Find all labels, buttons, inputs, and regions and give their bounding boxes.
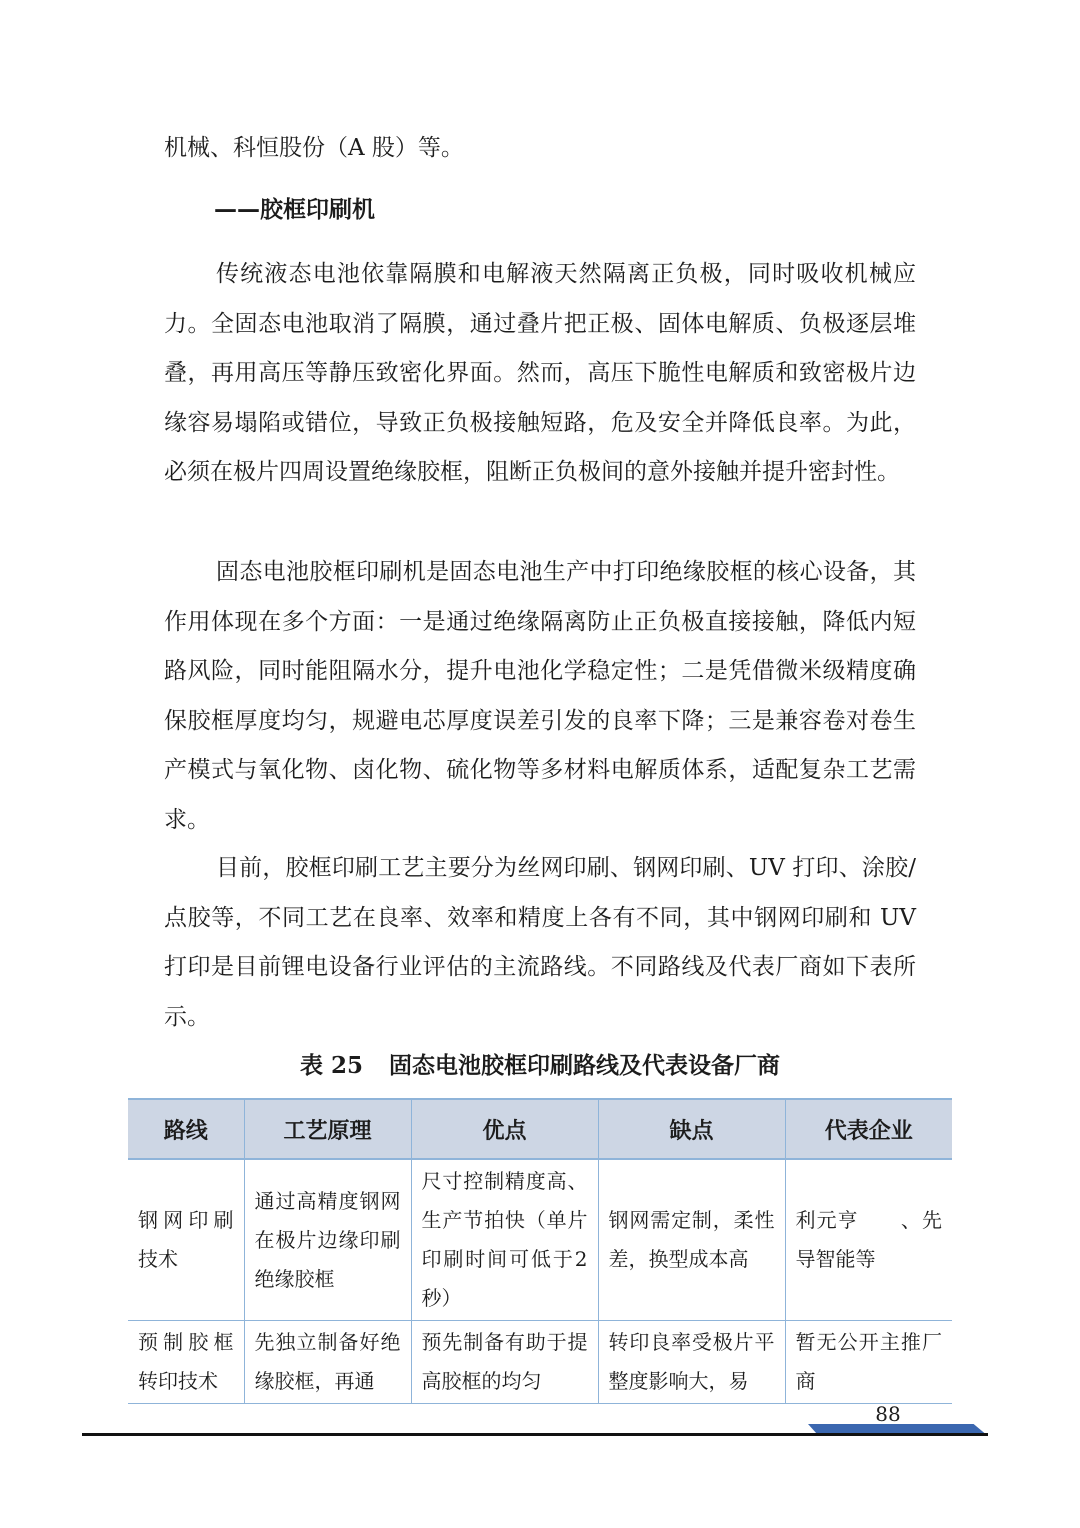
footer-rule <box>82 1433 988 1436</box>
header-disadvantages: 缺点 <box>598 1099 785 1159</box>
row1-route: 钢网印刷技术 <box>128 1159 244 1321</box>
page-number: 88 <box>875 1402 901 1426</box>
row1-principle: 通过高精度钢网在极片边缘印刷绝缘胶框 <box>244 1159 411 1321</box>
table-caption-title: 固态电池胶框印刷路线及代表设备厂商 <box>389 1052 780 1079</box>
row2-companies: 暂无公开主推厂商 <box>785 1321 952 1404</box>
table-row <box>128 1321 952 1404</box>
header-companies: 代表企业 <box>785 1099 952 1159</box>
body-paragraph-1: 传统液态电池依靠隔膜和电解液天然隔离正负极，同时吸收机械应力。全固态电池取消了隔膜，通过叠片把正极、固体电解质、负极逐层堆叠，再用高压等静压致密化界面。然而，高压下脆性电解质和致密极片边缘容易塌陷或错位，导致正负极接触短路，危及安全并降低良率。为此，必须在极片四周设置绝缘胶框，阻断正负极间的意外接触并提升密封性。 <box>164 261 916 486</box>
header-principle: 工艺原理 <box>244 1099 411 1159</box>
body-paragraph-3: 目前，胶框印刷工艺主要分为丝网印刷、钢网印刷、UV 打印、涂胶/点胶等，不同工艺在良率、效率和精度上各有不同，其中钢网印刷和 UV 打印是目前锂电设备行业评估的主流路线。不同路线及代表厂商如下表所示。 <box>164 855 916 1030</box>
table-header-row <box>128 1099 952 1159</box>
section-heading: ——胶框印刷机 <box>214 197 375 223</box>
header-advantages: 优点 <box>411 1099 598 1159</box>
intro-tail-paragraph: 机械、科恒股份（A 股）等。 <box>164 135 464 161</box>
row2-principle: 先独立制备好绝缘胶框，再通 <box>244 1321 411 1404</box>
row2-advantages: 预先制备有助于提高胶框的均匀 <box>411 1321 598 1404</box>
printing-routes-table <box>128 1098 952 1404</box>
row1-advantages: 尺寸控制精度高、生产节拍快（单片印刷时间可低于2秒） <box>411 1159 598 1321</box>
row2-route: 预制胶框转印技术 <box>128 1321 244 1404</box>
row1-companies: 利元亨 、先导智能等 <box>785 1159 952 1321</box>
header-route: 路线 <box>128 1099 244 1159</box>
row1-disadvantages: 钢网需定制，柔性差，换型成本高 <box>598 1159 785 1321</box>
table-row <box>128 1159 952 1321</box>
body-paragraph-2: 固态电池胶框印刷机是固态电池生产中打印绝缘胶框的核心设备，其作用体现在多个方面：一是通过绝缘隔离防止正负极直接接触，降低内短路风险，同时能阻隔水分，提升电池化学稳定性；二是凭借微米级精度确保胶框厚度均匀，规避电芯厚度误差引发的良率下降；三是兼容卷对卷生产模式与氧化物、卤化物、硫化物等多材料电解质体系，适配复杂工艺需求。 <box>164 559 916 833</box>
table-caption-number: 表 25 <box>299 1052 363 1079</box>
table-caption <box>0 1046 1080 1086</box>
row2-disadvantages: 转印良率受极片平整度影响大，易 <box>598 1321 785 1404</box>
